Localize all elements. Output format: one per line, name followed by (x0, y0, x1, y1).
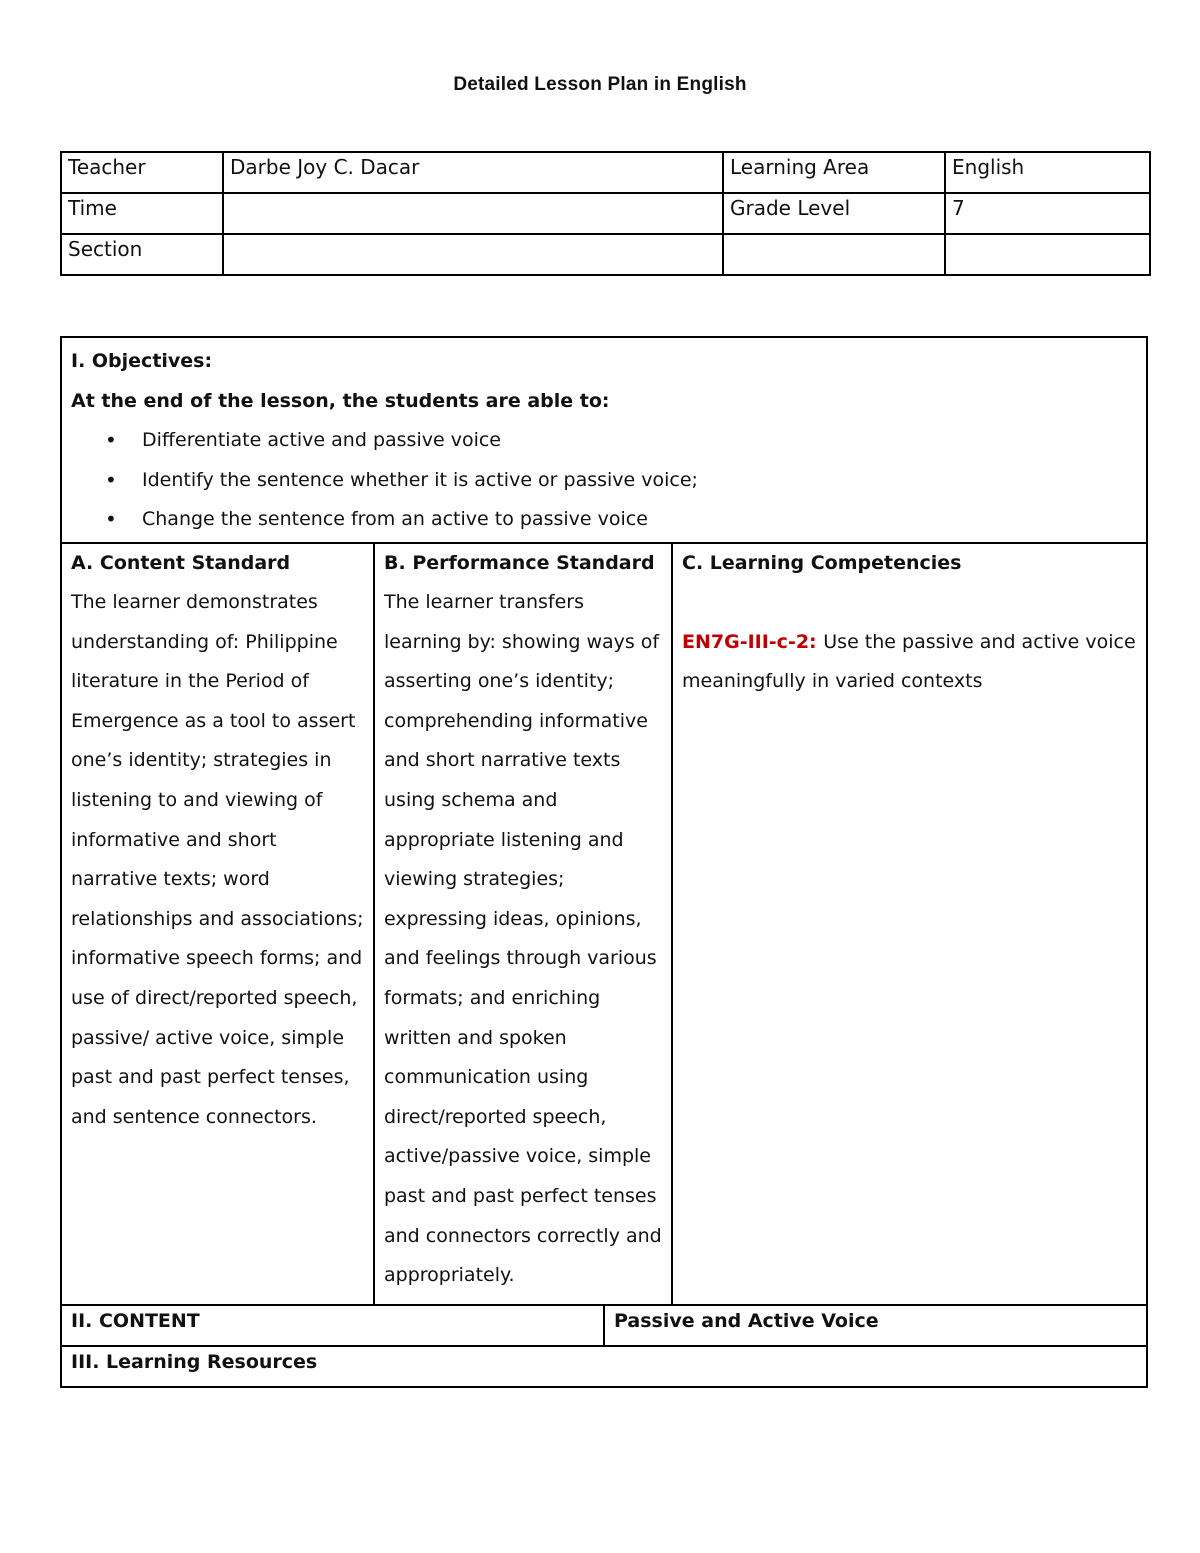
empty-cell (945, 234, 1150, 275)
bullet-icon: • (105, 507, 117, 531)
objectives-heading: I. Objectives: (71, 350, 213, 372)
content-standard-text: The learner demonstrates understanding of: Philippine literature in the Period of Emergence as a tool to assert one’s identity; strategies in listening to and viewing of informative and short narrative texts; word relationships and associations; informative speech forms; and use of direct/reported speech, passive/ active voice, simple past and past perfect tenses, and sentence connectors. (71, 591, 364, 1128)
performance-standard-heading: B. Performance Standard (384, 551, 655, 574)
list-item (105, 500, 1137, 540)
objective-text: Identify the sentence whether it is active or passive voice; (142, 468, 698, 491)
standards-row (62, 544, 1146, 1306)
teacher-label: Teacher (61, 152, 223, 193)
performance-standard-text: The learner transfers learning by: showing ways of asserting one’s identity; comprehending informative and short narrative texts using schema and appropriate listening and viewing strategies; expressing ideas, opinions, and feelings through various formats; and enriching written and spoken communication using direct/reported speech, active/passive voice, simple past and past perfect tenses and connectors correctly and appropriately. (384, 591, 662, 1287)
competency-text: Use the passive and active voice meaningfully in varied contexts (682, 630, 1136, 693)
content-row (62, 1306, 1146, 1347)
grade-level-value: 7 (945, 193, 1150, 234)
table-row (61, 152, 1150, 193)
table-row (61, 193, 1150, 234)
header-info-table (60, 151, 1151, 276)
objectives-intro: At the end of the lesson, the students are able to: (71, 389, 610, 412)
time-value (223, 193, 723, 234)
list-item (105, 421, 1137, 461)
section-label: Section (61, 234, 223, 275)
lesson-plan-box (60, 336, 1148, 1388)
content-standard-heading: A. Content Standard (71, 551, 291, 574)
teacher-value: Darbe Joy C. Dacar (223, 152, 723, 193)
learning-competencies-heading: C. Learning Competencies (682, 551, 962, 574)
performance-standard-cell (375, 544, 673, 1304)
objective-text: Differentiate active and passive voice (142, 429, 501, 451)
learning-area-label: Learning Area (723, 152, 945, 193)
document-title: Detailed Lesson Plan in English (453, 74, 747, 95)
table-row (61, 234, 1150, 275)
objectives-list (71, 421, 1137, 540)
content-label: II. CONTENT (62, 1306, 605, 1345)
bullet-icon: • (105, 467, 117, 492)
competency-code: EN7G-III-c-2: (682, 630, 824, 653)
content-standard-cell (62, 544, 375, 1304)
objectives-section (62, 338, 1146, 544)
time-label: Time (61, 193, 223, 234)
objective-text: Change the sentence from an active to passive voice (142, 508, 648, 530)
list-item (105, 461, 1137, 501)
learning-resources-label: III. Learning Resources (71, 1350, 318, 1373)
bullet-icon: • (105, 428, 117, 452)
grade-level-label: Grade Level (723, 193, 945, 234)
empty-cell (723, 234, 945, 275)
learning-competencies-cell (673, 544, 1146, 1304)
learning-area-value: English (945, 152, 1150, 193)
section-value (223, 234, 723, 275)
content-value: Passive and Active Voice (614, 1309, 879, 1332)
